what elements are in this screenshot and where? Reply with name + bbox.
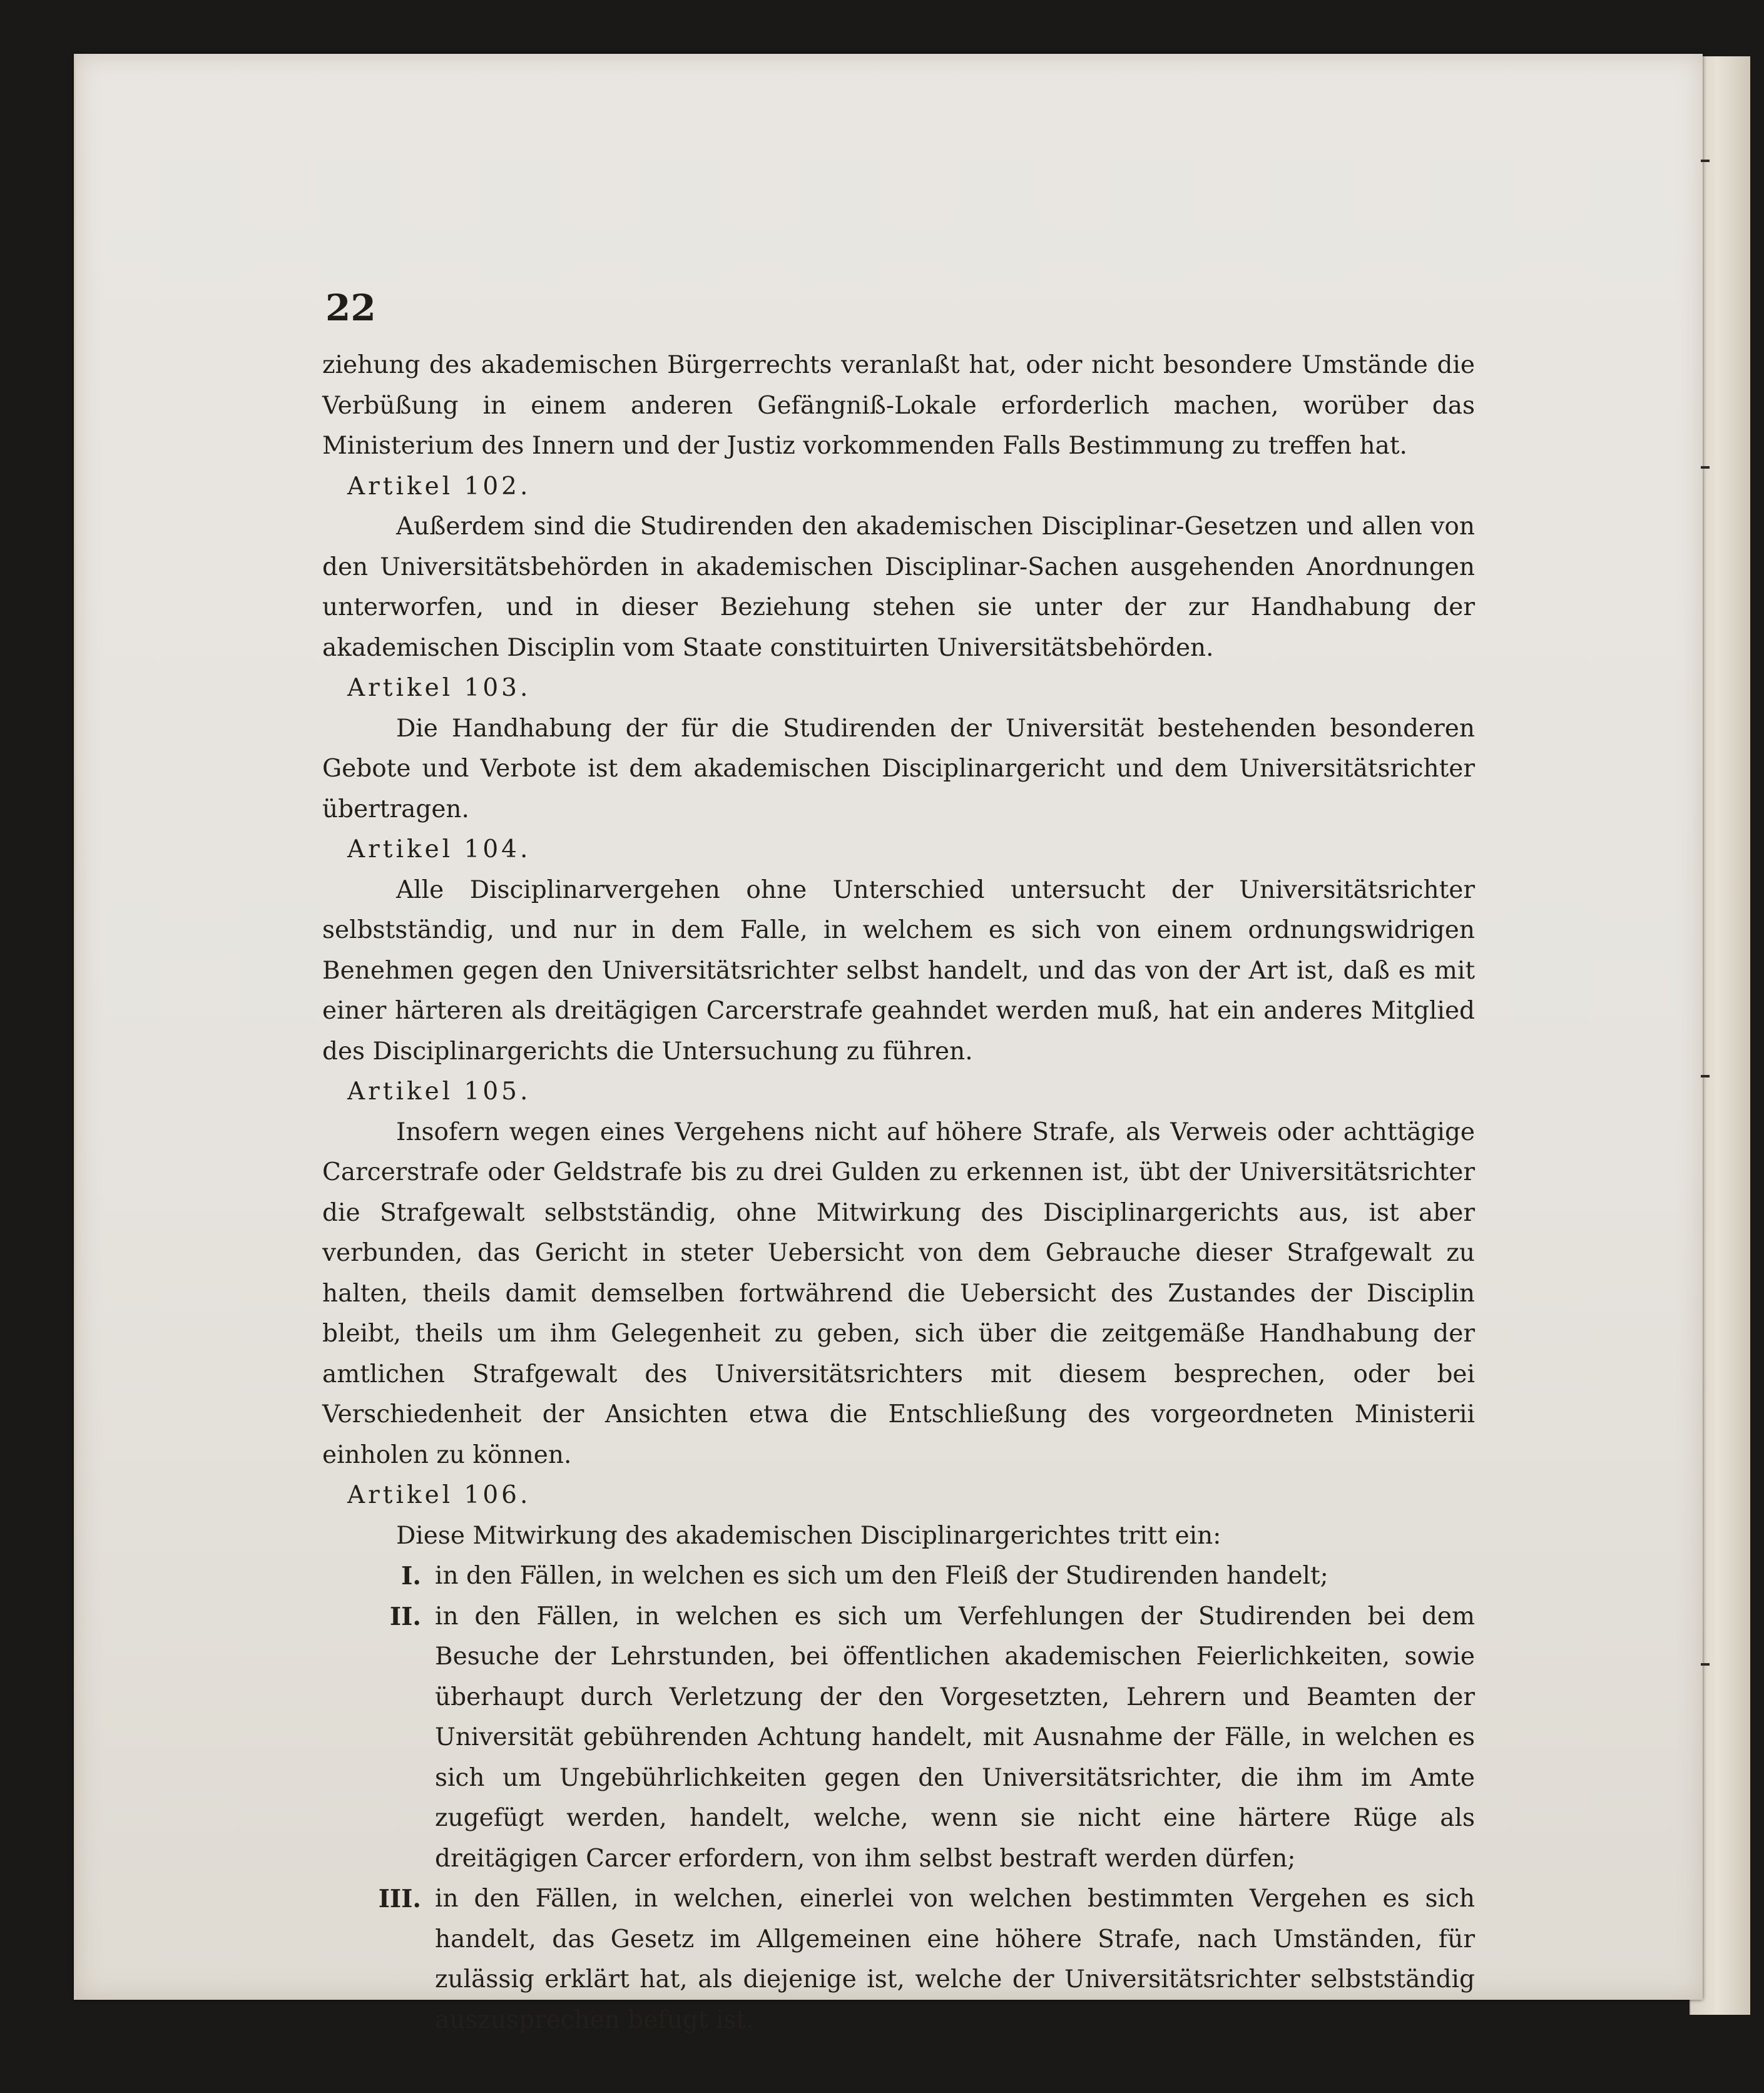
page-edge-mark xyxy=(1701,1663,1710,1666)
article-heading-102: Artikel 102. xyxy=(347,472,531,501)
page-number: 22 xyxy=(325,287,376,329)
list-item-number: I. xyxy=(401,1562,421,1591)
article-heading-106: Artikel 106. xyxy=(347,1481,531,1509)
list-item xyxy=(322,1556,1475,1597)
article-text-105: Insofern wegen eines Vergehens nicht auf höhere Strafe, als Verweis oder achttägige Carcerstrafe oder Geldstrafe bis zu drei Gulden zu erkennen ist, übt der Universitätsrichter die Strafgewalt selbstständig, ohne Mitwirkung des Disciplinargerichts aus, ist aber verbunden, das Gericht in steter Uebersicht von dem Gebrauche dieser Strafgewalt zu halten, theils damit demselben fortwährend die Uebersicht des Zustandes der Disciplin bleibt, theils um ihm Gelegenheit zu geben, sich über die zeitgemäße Handhabung der amtlichen Strafgewalt des Universitätsrichters mit diesem besprechen, oder bei Verschiedenheit der Ansichten etwa die Entschließung des vorgeordneten Ministerii einholen zu können. xyxy=(322,1118,1475,1469)
article-heading-105: Artikel 105. xyxy=(347,1077,531,1106)
article-heading-104: Artikel 104. xyxy=(347,835,531,863)
article-text-103: Die Handhabung der für die Studirenden der Universität bestehenden besonderen Gebote und Verbote ist dem akademischen Disciplinargericht und dem Universitätsrichter übertragen. xyxy=(322,714,1475,823)
article-text-104: Alle Disciplinarvergehen ohne Unterschied untersucht der Universitätsrichter selbstständig, und nur in dem Falle, in welchem es sich von einem ordnungswidrigen Benehmen gegen den Universitätsrichter selbst handelt, und das von der Art ist, daß es mit einer härteren als dreitägigen Carcerstrafe geahndet werden muß, hat ein anderes Mitglied des Disciplinargerichts die Untersuchung zu führen. xyxy=(322,875,1475,1066)
article-text-102: Außerdem sind die Studirenden den akademischen Disciplinar-Gesetzen und allen von den Universitätsbehörden in akademischen Disciplinar-Sachen ausgehenden Anordnungen unterworfen, und in dieser Beziehung stehen sie unter der zur Handhabung der akademischen Disciplin vom Staate constituirten Universitätsbehörden. xyxy=(322,512,1475,662)
article-text-106: Diese Mitwirkung des akademischen Disciplinargerichtes tritt ein: xyxy=(396,1521,1221,1550)
list-item xyxy=(322,1597,1475,1880)
list-item-text: in den Fällen, in welchen es sich um den Fleiß der Studirenden handelt; xyxy=(435,1562,1328,1590)
list-item xyxy=(322,1879,1475,2040)
page-edge-mark xyxy=(1701,1075,1710,1077)
list-item-number: II. xyxy=(389,1602,421,1631)
list-item-text: in den Fällen, in welchen es sich um Verfehlungen der Studirenden bei dem Besuche der Lehrstunden, bei öffentlichen akademischen Feierlichkeiten, sowie überhaupt durch Verletzung der den Vorgesetzten, Lehrern und Beamten der Universität gebührenden Achtung handelt, mit Ausnahme der Fälle, in welchen es sich um Ungebührlichkeiten gegen den Universitätsrichter, die ihm im Amte zugefügt werden, handelt, welche, wenn sie nicht eine härtere Rüge als dreitägigen Carcer erfordern, von ihm selbst bestraft werden dürfen; xyxy=(435,1602,1475,1873)
continued-paragraph: ziehung des akademischen Bürgerrechts veranlaßt hat, oder nicht besondere Umstände die Verbüßung in einem anderen Gefängniß-Lokale erforderlich machen, worüber das Ministerium des Innern und der Justiz vorkommenden Falls Bestimmung zu treffen hat. xyxy=(322,351,1475,460)
page-body xyxy=(322,345,1475,2040)
page-edge-mark xyxy=(1701,466,1710,469)
article-heading-103: Artikel 103. xyxy=(347,674,531,702)
page-edge-mark xyxy=(1701,160,1710,162)
list-item-number: III. xyxy=(378,1885,421,1913)
list-item-text: in den Fällen, in welchen, einerlei von welchen bestimmten Vergehen es sich handelt, das Gesetz im Allgemeinen eine höhere Strafe, nach Umständen, für zulässig erklärt hat, als diejenige ist, welche der Universitätsrichter selbstständig auszusprechen befugt ist. xyxy=(435,1885,1475,2034)
